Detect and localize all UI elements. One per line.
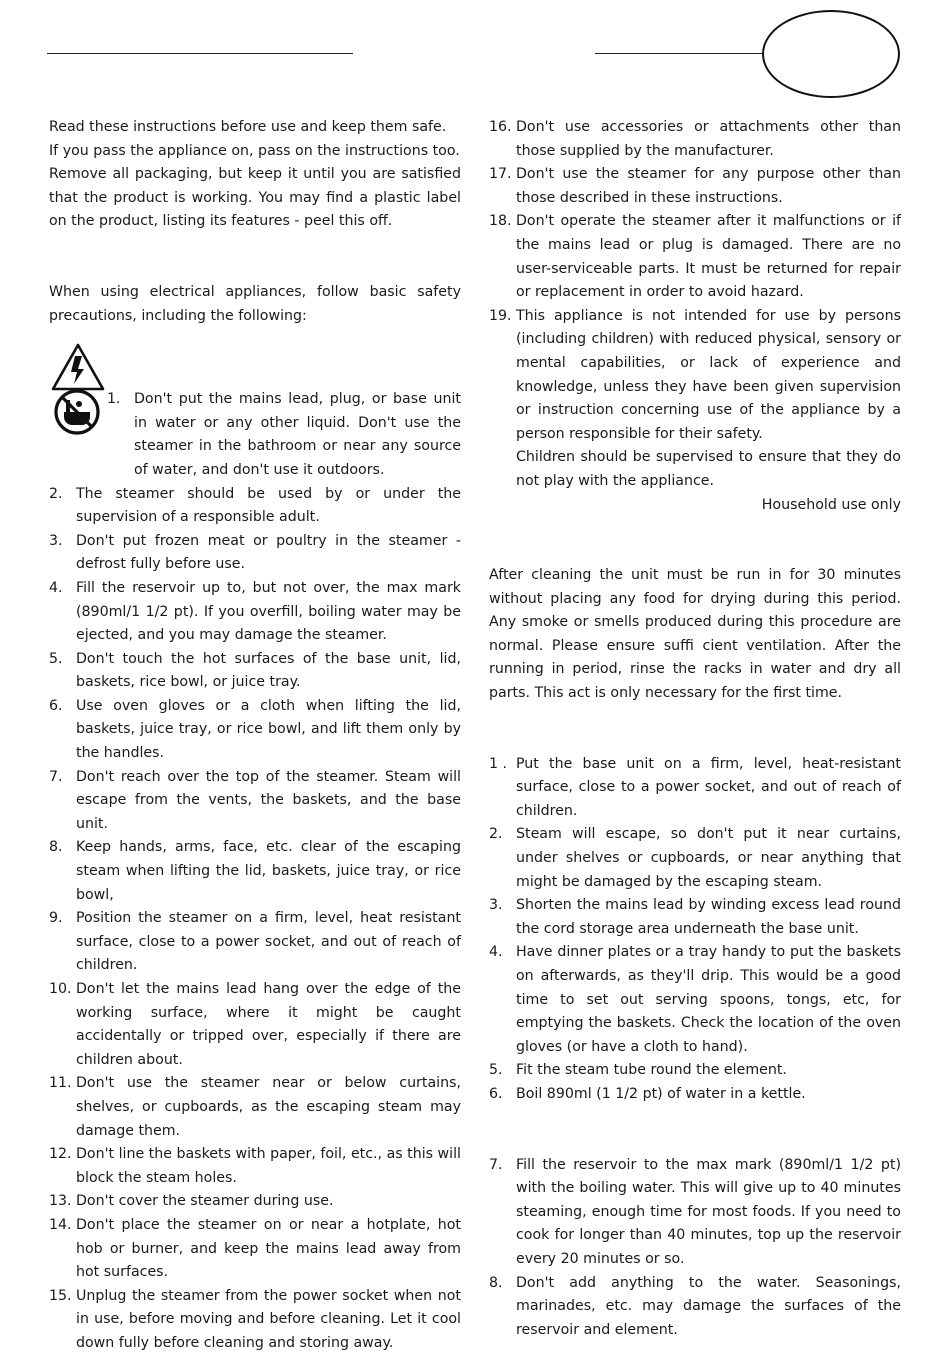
fill-item: 8. Don't add anything to the water. Seasonings, marinades, etc. may damage the surfaces of the reservoir and element. <box>489 1274 901 1338</box>
safety-item: 9. Position the steamer on a firm, level, heat resistant surface, close to a power socket, and out of reach of children. <box>49 910 461 974</box>
intro-line-3: Remove all packaging, but keep it until you are satisfied that the product is working. You may find a plastic label on the product, listing its features - peel this off. <box>49 166 461 230</box>
left-column <box>49 116 461 1356</box>
right-column <box>489 116 901 1342</box>
safety-item: 16. Don't use accessories or attachments other than those supplied by the manufacturer. <box>489 119 901 159</box>
prep-item: 1 . Put the base unit on a firm, level, heat-resistant surface, close to a power socket, and out of reach of children. <box>489 755 901 819</box>
preparation-list <box>489 753 901 1107</box>
fill-item: 7. Fill the reservoir to the max mark (890ml/1 1/2 pt) with the boiling water. This will give up to 40 minutes steaming, enough time for most foods. If you need to cook for longer than 40 minutes, top up the reservoir every 20 minutes or so. <box>489 1156 901 1267</box>
no-bath-icon <box>53 388 101 436</box>
prep-item: 6. Boil 890ml (1 1/2 pt) of water in a kettle. <box>489 1085 806 1102</box>
first-use-paragraph: After cleaning the unit must be run in for 30 minutes without placing any food for drying during this period. Any smoke or smells produced during this procedure are normal. Please ensure suffi cient ventilation. After the running in period, rinse the racks in water and dry all parts. This act is only necessary for the first time. <box>489 567 901 702</box>
safety-item: 3. Don't put frozen meat or poultry in the steamer - defrost fully before use. <box>49 532 461 573</box>
safety-item: 7. Don't reach over the top of the steamer. Steam will escape from the vents, the baskets, and the base unit. <box>49 768 461 832</box>
children-note: Children should be supervised to ensure that they do not play with the appliance. <box>516 449 901 489</box>
intro-line-1: Read these instructions before use and keep them safe. <box>49 119 447 135</box>
page-number-oval <box>762 10 900 98</box>
fill-list <box>489 1154 901 1343</box>
safety-item: 17. Don't use the steamer for any purpose other than those described in these instructions. <box>489 166 901 206</box>
safety-item: 4. Fill the reservoir up to, but not over, the max mark (890ml/1 1/2 pt). If you overfill, boiling water may be ejected, and you may damage the steamer. <box>49 579 461 644</box>
safety-item: 15. Unplug the steamer from the power socket when not in use, before moving and before cleaning. Let it cool down fully before cleaning and storing away. <box>49 1287 461 1351</box>
safety-item: 2. The steamer should be used by or under the supervision of a responsible adult. <box>49 485 461 526</box>
safety-list-left <box>49 483 461 1356</box>
prep-item: 2. Steam will escape, so don't put it near curtains, under shelves or cupboards, or near anything that might be damaged by the escaping steam. <box>489 826 901 890</box>
safety-list-right <box>489 116 901 446</box>
electric-hazard-icon <box>51 342 105 392</box>
safety-item: 19. This appliance is not intended for use by persons (including children) with reduced physical, sensory or mental capabilities, or lack of experience and knowledge, unless they have been given supervision or instruction concerning use of the appliance by a person responsible for their safety. <box>489 307 901 442</box>
safety-item-1-block <box>49 388 461 482</box>
intro-line-2: If you pass the appliance on, pass on the instructions too. <box>49 142 460 159</box>
header-rule-left <box>47 53 353 54</box>
hazard-icon-row <box>49 328 461 388</box>
safety-item: 1. Don't put the mains lead, plug, or base unit in water or any other liquid. Don't use the steamer in the bathroom or near any source of water, and don't use it outdoors. <box>107 391 461 478</box>
safety-item: 5. Don't touch the hot surfaces of the base unit, lid, baskets, rice bowl, or juice tray. <box>49 650 461 691</box>
safety-item: 10. Don't let the mains lead hang over the edge of the working surface, where it might be caught accidentally or tripped over, especially if there are children about. <box>49 981 461 1068</box>
prep-item: 5. Fit the steam tube round the element. <box>489 1062 787 1079</box>
safety-intro: When using electrical appliances, follow basic safety precautions, including the following: <box>49 283 461 324</box>
safety-item: 6. Use oven gloves or a cloth when lifting the lid, baskets, juice tray, or rice bowl, and lift them only by the handles. <box>49 697 461 762</box>
safety-item: 11. Don't use the steamer near or below curtains, shelves, or cupboards, as the escaping steam may damage them. <box>49 1075 461 1139</box>
safety-item: 12. Don't line the baskets with paper, foil, etc., as this will block the steam holes. <box>49 1146 461 1186</box>
safety-item: 13. Don't cover the steamer during use. <box>49 1193 334 1210</box>
header-rule-right <box>595 53 763 54</box>
safety-item: 18. Don't operate the steamer after it malfunctions or if the mains lead or plug is damaged. There are no user-serviceable parts. It must be returned for repair or replacement in order to avoid hazard. <box>489 213 901 301</box>
safety-item: 8. Keep hands, arms, face, etc. clear of the escaping steam when lifting the lid, baskets, juice tray, or rice bowl, <box>49 839 461 903</box>
household-note: Household use only <box>761 496 901 513</box>
prep-item: 3. Shorten the mains lead by winding excess lead round the cord storage area underneath the base unit. <box>489 897 901 937</box>
safety-item: 14. Don't place the steamer on or near a hotplate, hot hob or burner, and keep the mains lead away from hot surfaces. <box>49 1216 461 1281</box>
prep-item: 4. Have dinner plates or a tray handy to put the baskets on afterwards, as they'll drip. This would be a good time to set out serving spoons, tongs, etc, for emptying the baskets. Check the location of the oven gloves (or have a cloth to hand). <box>489 944 901 1055</box>
